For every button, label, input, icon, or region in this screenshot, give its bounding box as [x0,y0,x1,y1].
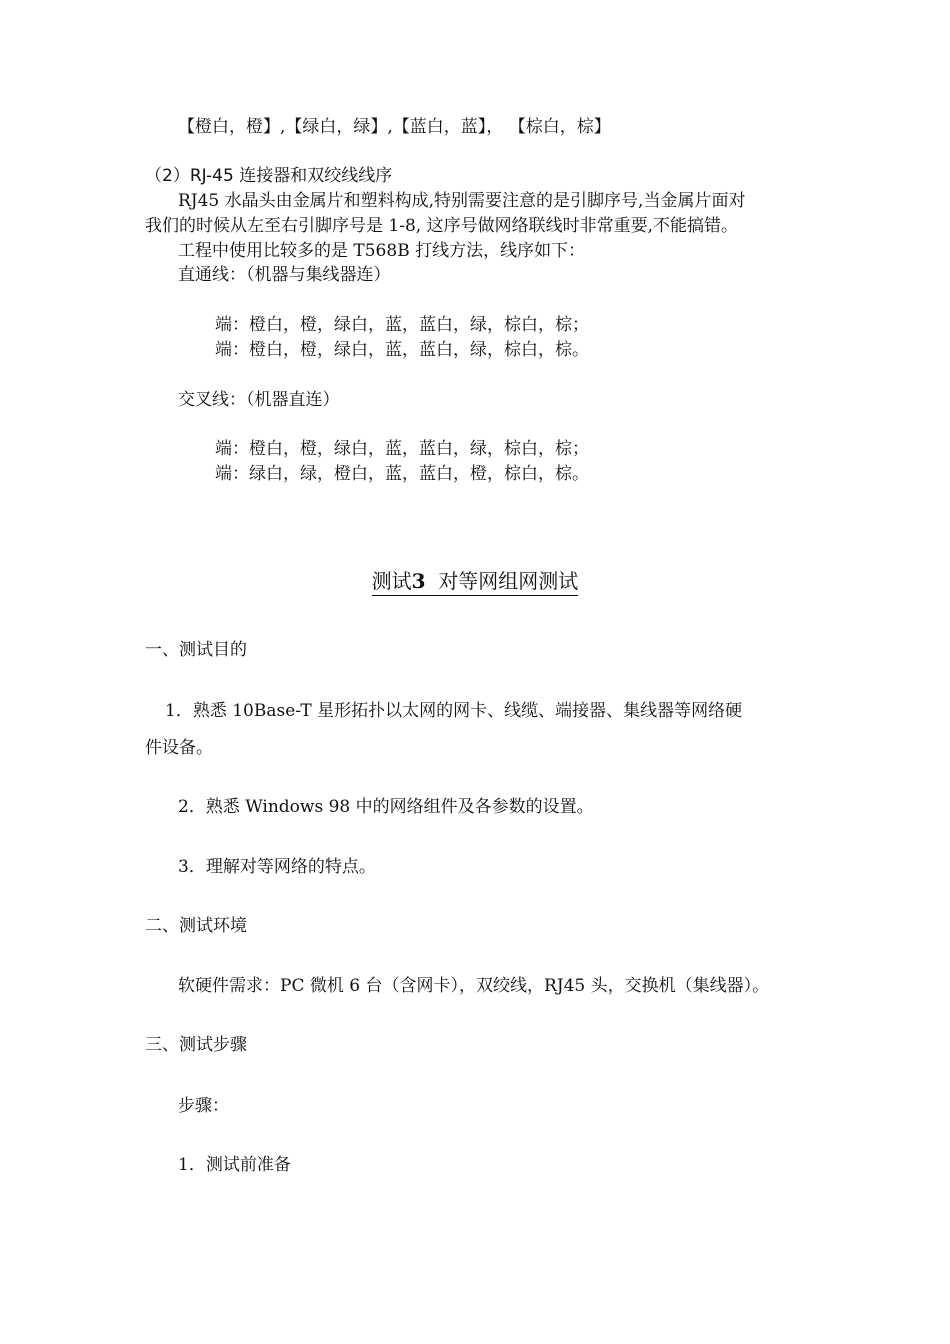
color-pairs-line: 【橙白，橙】,【绿白，绿】,【蓝白，蓝】， 【棕白，棕】 [178,117,611,137]
cross-end2: 端：绿白，绿，橙白，蓝，蓝白，橙，棕白，棕。 [215,464,589,484]
section2-heading [145,165,392,187]
env-heading: 二、测试环境 [145,916,247,936]
test-title-underline [372,569,579,596]
step1-line: 1．测试前准备 [178,1155,291,1175]
purpose2-line: 2．熟悉 Windows 98 中的网络组件及各参数的设置。 [178,797,594,817]
para1-line1: RJ45 水晶头由金属片和塑料构成,特别需要注意的是引脚序号,当金属片面对 [178,191,746,211]
purpose1-line1: 1．熟悉 10Base-T 星形拓扑以太网的网卡、线缆、端接器、集线器等网络硬 [165,701,743,721]
test-title [0,568,950,594]
straight-label: 直通线：（机器与集线器连） [178,265,391,285]
straight-end1: 端：橙白，橙，绿白，蓝，蓝白，绿，棕白，棕； [215,315,589,335]
cross-end1: 端：橙白，橙，绿白，蓝，蓝白，绿，棕白，棕； [215,439,589,459]
env-text: 软硬件需求：PC 微机 6 台（含网卡），双绞线，RJ45 头，交换机（集线器）。 [178,976,770,996]
test-title-rest: 对等网组网测试 [438,569,578,596]
cross-label: 交叉线：（机器直连） [178,390,340,410]
section2-heading-text: （2）RJ-45 连接器和双绞线线序 [145,166,393,186]
test-title-prefix: 测试 [372,569,412,596]
steps-heading: 三、测试步骤 [145,1035,247,1055]
purpose-heading: 一、测试目的 [145,640,247,660]
purpose3-line: 3．理解对等网络的特点。 [178,857,376,877]
straight-end2: 端：橙白，橙，绿白，蓝，蓝白，绿，棕白，棕。 [215,340,589,360]
purpose1-line2: 件设备。 [145,738,213,758]
test-title-number: 3 [411,569,426,593]
steps-label: 步骤： [178,1096,229,1116]
para2-line: 工程中使用比较多的是 T568B 打线方法，线序如下： [178,241,586,261]
para1-line2: 我们的时候从左至右引脚序号是 1-8, 这序号做网络联线时非常重要,不能搞错。 [145,216,738,236]
